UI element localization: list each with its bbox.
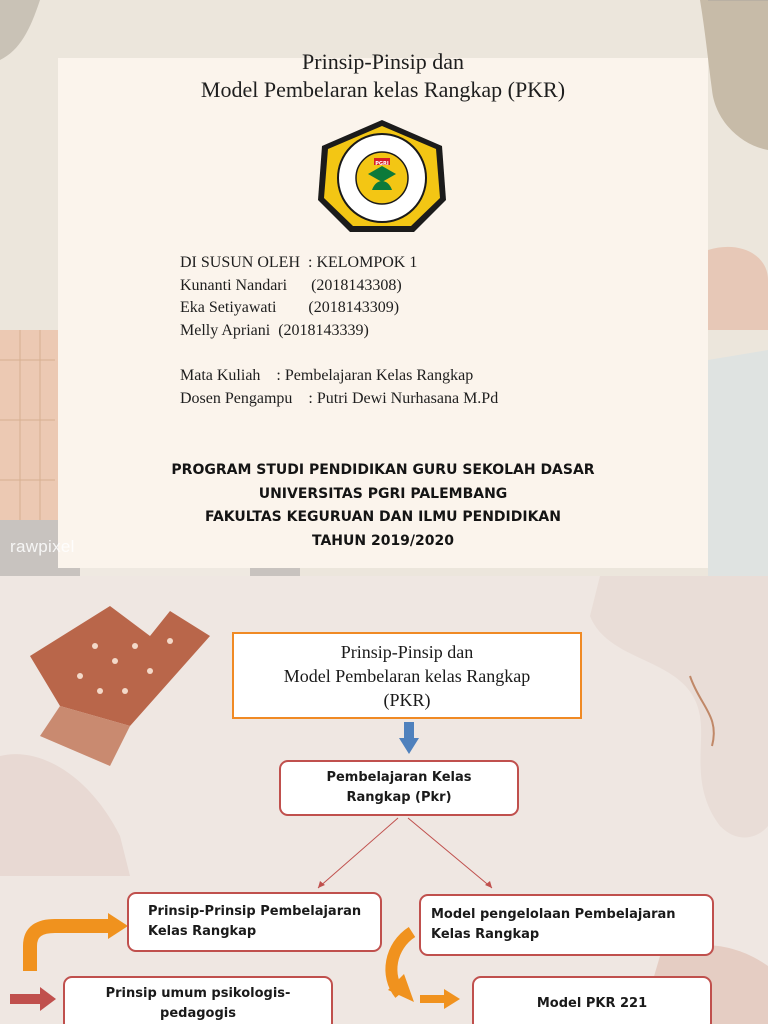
author-row-2: Eka Setiyawati (2018143309) xyxy=(180,299,400,316)
course-row-1: Dosen Pengampu : Putri Dewi Nurhasana M.Pd xyxy=(180,389,499,407)
author-row-1: Kunanti Nandari (2018143308) xyxy=(180,276,402,294)
model-box: Model pengelolaan Pembelajaran Kelas Rangkap xyxy=(419,894,714,956)
diagram-slide xyxy=(0,576,768,1024)
program-line-1: UNIVERSITAS PGRI PALEMBANG xyxy=(258,485,508,502)
main-topic-box: Prinsip-Pinsip dan Model Pembelaran kelas Rangkap (PKR) xyxy=(232,632,582,719)
pkr-box: Pembelajaran Kelas Rangkap (Pkr) xyxy=(279,760,519,816)
university-logo xyxy=(314,118,450,236)
author-row-3: Melly Apriani (2018143339) xyxy=(180,321,369,339)
program-line-2: FAKULTAS KEGURUAN DAN ILMU PENDIDIKAN xyxy=(205,509,561,525)
prinsip-umum-box: Prinsip umum psikologis- pedagogis xyxy=(63,976,333,1024)
author-info xyxy=(180,252,640,410)
prinsip-box: Prinsip-Prinsip Pembelajaran Kelas Rangkap xyxy=(127,892,382,952)
model-pkr-221-box: Model PKR 221 xyxy=(472,976,712,1024)
title-line-1: Prinsip-Pinsip dan xyxy=(302,49,464,74)
slide-title xyxy=(58,48,708,104)
program-block xyxy=(58,459,708,553)
program-line-3: TAHUN 2019/2020 xyxy=(311,532,455,549)
watermark: rawpixel xyxy=(10,537,75,556)
svg-text:PGRI: PGRI xyxy=(375,161,389,167)
program-line-0: PROGRAM STUDI PENDIDIKAN GURU SEKOLAH DASAR xyxy=(171,462,595,478)
title-line-2: Model Pembelaran kelas Rangkap (PKR) xyxy=(200,77,566,102)
course-row-0: Mata Kuliah : Pembelajaran Kelas Rangkap xyxy=(180,367,474,384)
down-arrow-icon xyxy=(399,722,419,756)
author-row-0: DI SUSUN OLEH : KELOMPOK 1 xyxy=(180,254,418,271)
